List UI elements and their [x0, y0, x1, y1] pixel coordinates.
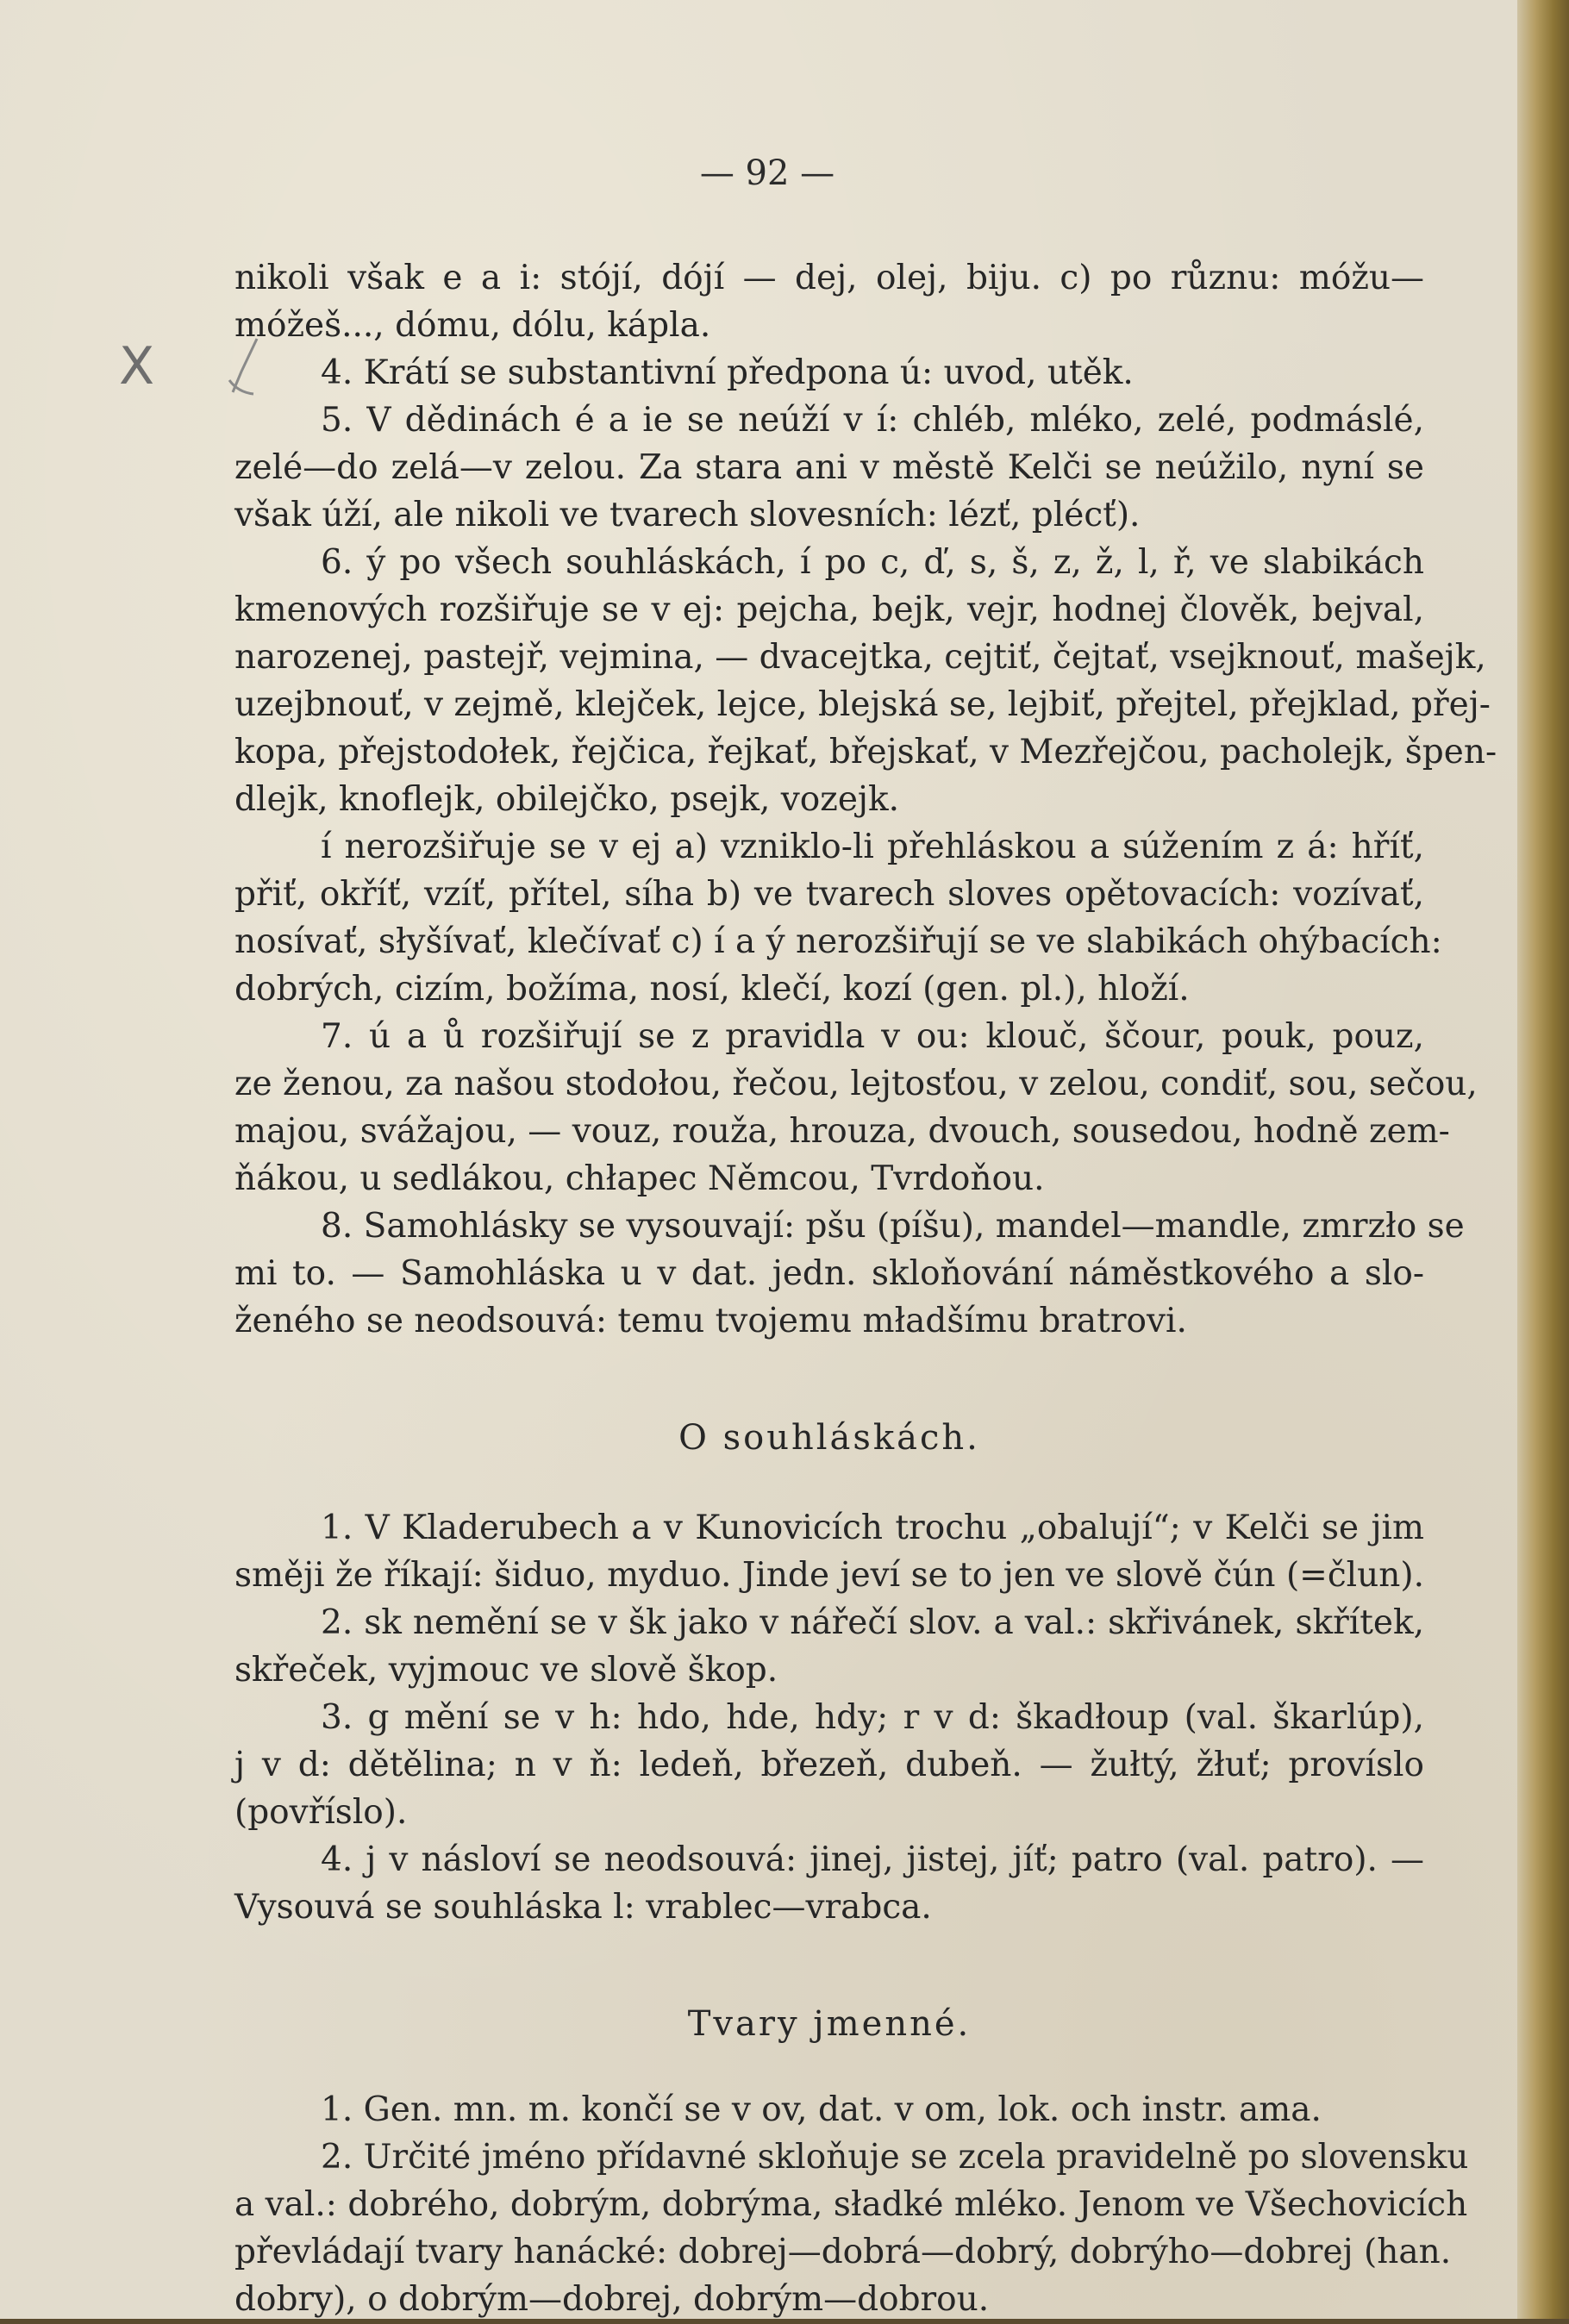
text-line: 6. ý po všech souhláskách, í po c, ď, s, š, z, ž, l, ř, ve slabikách	[321, 543, 1424, 582]
text-line: 1. Gen. mn. m. končí se v ov, dat. v om, lok. och instr. ama.	[321, 2090, 1322, 2129]
page-number: — 92 —	[699, 153, 835, 193]
text-line: však úží, ale nikoli ve tvarech slovesních: lézť, plécť).	[234, 496, 1141, 534]
text-line: í nerozšiřuje se v ej a) vzniklo-li přehláskou a súžením z á: hříť,	[321, 828, 1424, 866]
text-line: 2. sk nemění se v šk jako v nářečí slov. a val.: skřivánek, skřítek,	[321, 1603, 1424, 1642]
text-line: majou, svážajou, — vouz, rouža, hrouza, dvouch, sousedou, hodně zem-	[234, 1112, 1450, 1151]
text-line: dobry), o dobrým—dobrej, dobrým—dobrou.	[234, 2280, 990, 2319]
text-line: móžeš..., dómu, dólu, kápla.	[234, 306, 711, 345]
text-line: dlejk, knoflejk, obilejčko, psejk, vozejk.	[234, 780, 900, 819]
text-line: uzejbnouť, v zejmě, klejček, lejce, blejská se, lejbiť, přejtel, přejklad, přej-	[234, 685, 1491, 724]
text-line: nosívať, słyšívať, klečívať c) í a ý nerozšiřují se ve slabikách ohýbacích:	[234, 922, 1442, 961]
text-line: a val.: dobrého, dobrým, dobrýma, sładké mléko. Jenom ve Všechovicích	[234, 2185, 1468, 2224]
text-line: převládají tvary hanácké: dobrej—dobrá—dobrý, dobrýho—dobrej (han.	[234, 2233, 1452, 2271]
text-line: 7. ú a ů rozšiřují se z pravidla v ou: klouč, ščour, pouk, pouz,	[321, 1017, 1424, 1056]
text-line: 2. Určité jméno přídavné skloňuje se zcela pravidelně po slovensku	[321, 2138, 1469, 2177]
text-line: skřeček, vyjmouc ve slově škop.	[234, 1651, 778, 1690]
text-line: mi to. — Samohláska u v dat. jedn. skloňování náměstkového a slo-	[234, 1254, 1424, 1293]
section-heading-souhlasky: O souhláskách.	[678, 1418, 980, 1458]
text-line: Vysouvá se souhláska l: vrablec—vrabca.	[234, 1888, 932, 1927]
text-line: ženého se neodsouvá: temu tvojemu mładšímu bratrovi.	[234, 1302, 1187, 1340]
book-spine	[1517, 0, 1569, 2319]
text-line: ňákou, u sedlákou, chłapec Němcou, Tvrdoňou.	[234, 1159, 1045, 1198]
text-line: směji že říkají: šiduo, myduo. Jinde jeví se to jen ve slově čún (=člun).	[234, 1556, 1424, 1595]
text-line: ze ženou, za našou stodołou, řečou, lejtosťou, v zelou, condiť, sou, sečou,	[234, 1065, 1478, 1103]
text-line: 4. j v násloví se neodsouvá: jinej, jistej, jíť; patro (val. patro). —	[321, 1840, 1424, 1879]
text-line: 4. Krátí se substantivní předpona ú: uvod, utěk.	[321, 353, 1134, 392]
text-line: kmenových rozšiřuje se v ej: pejcha, bejk, vejr, hodnej člověk, bejval,	[234, 590, 1424, 629]
text-line: narozenej, pastejř, vejmina, — dvacejtka, cejtiť, čejtať, vsejknouť, mašejk,	[234, 638, 1486, 677]
text-line: nikoli však e a i: stójí, dójí — dej, olej, biju. c) po různu: móžu—	[234, 259, 1424, 297]
text-line: j v d: dětělina; n v ň: ledeň, březeň, dubeň. — žułtý, žłuť; províslo	[234, 1746, 1424, 1784]
text-line: kopa, přejstodołek, řejčica, řejkať, břejskať, v Mezřejčou, pacholejk, špen-	[234, 733, 1497, 772]
text-line: 3. g mění se v h: hdo, hde, hdy; r v d: škadłoup (val. škarlúp),	[321, 1698, 1424, 1737]
text-line: 8. Samohlásky se vysouvají: pšu (píšu), mandel—mandle, zmrzło se	[321, 1207, 1465, 1246]
text-line: zelé—do zelá—v zelou. Za stara ani v městě Kelči se neúžilo, nyní se	[234, 448, 1424, 487]
text-line: přiť, okříť, vzíť, přítel, síha b) ve tvarech sloves opětovacích: vozívať,	[234, 875, 1424, 914]
section-heading-tvary-jmenne: Tvary jmenné.	[687, 2004, 972, 2044]
margin-x-mark: X	[119, 336, 155, 397]
text-line: dobrých, cizím, božíma, nosí, klečí, kozí (gen. pl.), hloží.	[234, 970, 1190, 1009]
text-line: (povříslo).	[234, 1793, 408, 1832]
text-line: 5. V dědinách é a ie se neúží v í: chléb, mléko, zelé, podmáslé,	[321, 401, 1424, 440]
text-line: 1. V Kladerubech a v Kunovicích trochu „obalují“; v Kelči se jim	[321, 1509, 1424, 1547]
